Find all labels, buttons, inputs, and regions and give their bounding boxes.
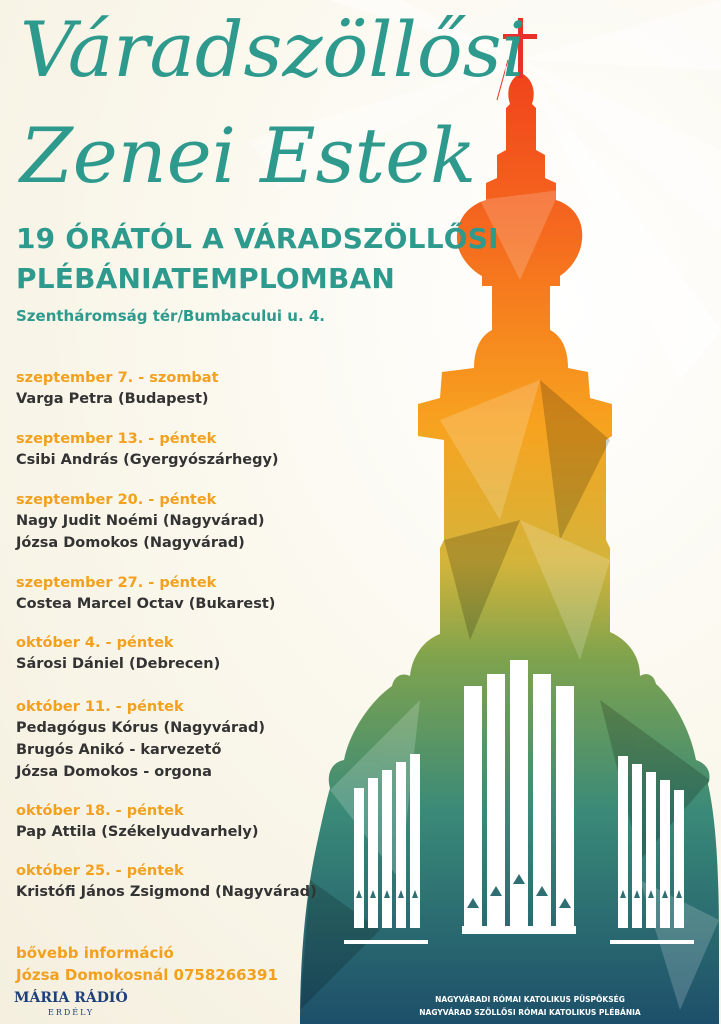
event-item (16, 801, 258, 843)
event-date: október 18. - péntek (16, 803, 184, 819)
event-performer: Brugós Anikó - karvezető (16, 742, 222, 758)
event-date: október 4. - péntek (16, 635, 174, 651)
event-performer: Józsa Domokos (Nagyvárad) (16, 535, 245, 551)
event-performer: Pap Attila (Székelyudvarhely) (16, 824, 259, 840)
radio-logo-icon (14, 990, 128, 1020)
contact-info (16, 942, 278, 986)
event-item (16, 697, 265, 783)
logo-region: ERDÉLY (48, 1008, 95, 1017)
title-line-2: Zenei Estek (20, 111, 477, 200)
event-performer: Józsa Domokos - orgona (16, 764, 212, 780)
venue-address: Szentháromság tér/Bumbacului u. 4. (16, 307, 326, 325)
event-date: szeptember 13. - péntek (16, 431, 217, 447)
event-date: október 11. - péntek (16, 699, 184, 715)
event-performer: Costea Marcel Octav (Bukarest) (16, 596, 276, 612)
event-item (16, 573, 275, 615)
event-performer: Sárosi Dániel (Debrecen) (16, 656, 221, 672)
title-line-1: Váradszöllősi (20, 5, 526, 94)
event-performer: Nagy Judit Noémi (Nagyvárad) (16, 513, 265, 529)
event-date: szeptember 20. - péntek (16, 492, 217, 508)
event-performer: Pedagógus Kórus (Nagyvárad) (16, 720, 265, 736)
event-date: szeptember 27. - péntek (16, 575, 217, 591)
event-performer: Kristófi János Zsigmond (Nagyvárad) (16, 884, 317, 900)
event-item (16, 368, 219, 410)
logo-name: MÁRIA RÁDIÓ (14, 990, 128, 1006)
organizer-1: NAGYVÁRADI RÓMAI KATOLIKUS PÜSPÖKSÉG (435, 995, 625, 1004)
subtitle-line-2: PLÉBÁNIATEMPLOMBAN (16, 262, 396, 295)
event-item (16, 633, 220, 675)
event-performer: Varga Petra (Budapest) (16, 391, 209, 407)
event-performer: Csibi András (Gyergyószárhegy) (16, 452, 279, 468)
organizer-2: NAGYVÁRAD SZÖLLŐSI RÓMAI KATOLIKUS PLÉBÁNIA (419, 1008, 641, 1017)
event-item (16, 861, 317, 903)
event-item (16, 429, 279, 471)
event-item (16, 490, 264, 554)
contact-line-1: bővebb információ (16, 944, 174, 962)
subtitle-line-1: 19 ÓRÁTÓL A VÁRADSZÖLLŐSI (16, 222, 499, 255)
contact-line-2: Józsa Domokosnál 0758266391 (16, 966, 278, 984)
event-date: október 25. - péntek (16, 863, 184, 879)
event-date: szeptember 7. - szombat (16, 370, 219, 386)
